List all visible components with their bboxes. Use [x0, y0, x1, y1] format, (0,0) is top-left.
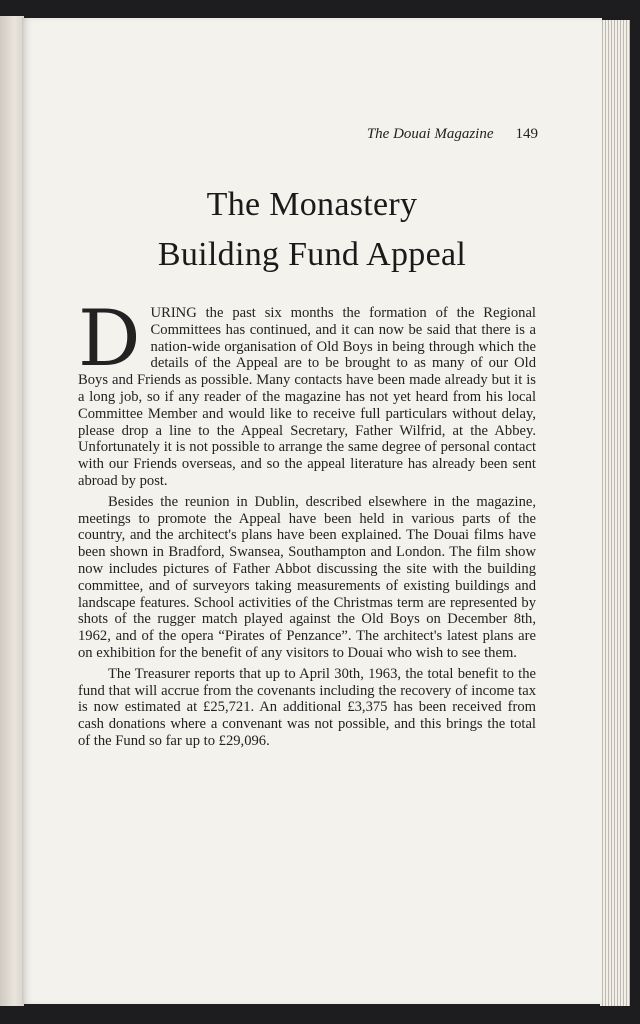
paragraph-2: Besides the reunion in Dublin, described elsewhere in the magazine, meetings to promote the Appeal have been held in various parts of the country, and the architect's plans have been explained. The Douai films have been shown in Bradford, Swansea, Southampton and London. The film show now includes pictures of Father Abbot discussing the site with the building committee, and of surveyors taking measurements of existing buildings and landscape features. School activities of the Christmas term are represented by shots of the rugger match played against the Old Boys on December 8th, 1962, and of the opera “Pirates of Penzance”. The architect's latest plans are on exhibition for the benefit of any visitors to Douai who wish to see them.	[78, 493, 536, 661]
title-line-1: The Monastery	[206, 186, 418, 223]
previous-page-edge	[0, 16, 24, 1006]
article-title	[22, 180, 602, 280]
running-head	[367, 126, 538, 143]
magazine-name: The Douai Magazine	[366, 126, 494, 142]
magazine-page	[22, 18, 602, 1004]
article-body	[78, 294, 536, 754]
drop-cap: D	[78, 294, 141, 384]
paragraph-1-text: URING the past six months the formation of the Regional Committees has continued, and it can now be said that there is a nation-wide organisation of Old Boys in being through which the details of the Appeal are to be brought to as many of our Old Boys and Friends as possible. Many contacts have been made already but it is a long job, so if any reader of the magazine has not yet heard from his local Committee Member and would like to receive full particulars without delay, please drop a line to the Appeal Secretary, Father Wilfrid, at the Abbey. Unfortunately it is not possible to arrange the same degree of personal contact with our Friends overseas, and so the appeal literature has already been sent abroad by post.	[78, 305, 536, 489]
page-number: 149	[515, 126, 538, 142]
title-line-2: Building Fund Appeal	[157, 236, 467, 273]
paragraph-1	[78, 294, 536, 490]
page-stack-edge	[600, 20, 630, 1006]
paragraph-3: The Treasurer reports that up to April 30th, 1963, the total benefit to the fund that will accrue from the covenants including the recovery of income tax is now estimated at £25,721. An additional £3,375 has been received from cash donations where a convenant was not possible, and this brings the total of the Fund so far up to £29,096.	[78, 665, 536, 749]
